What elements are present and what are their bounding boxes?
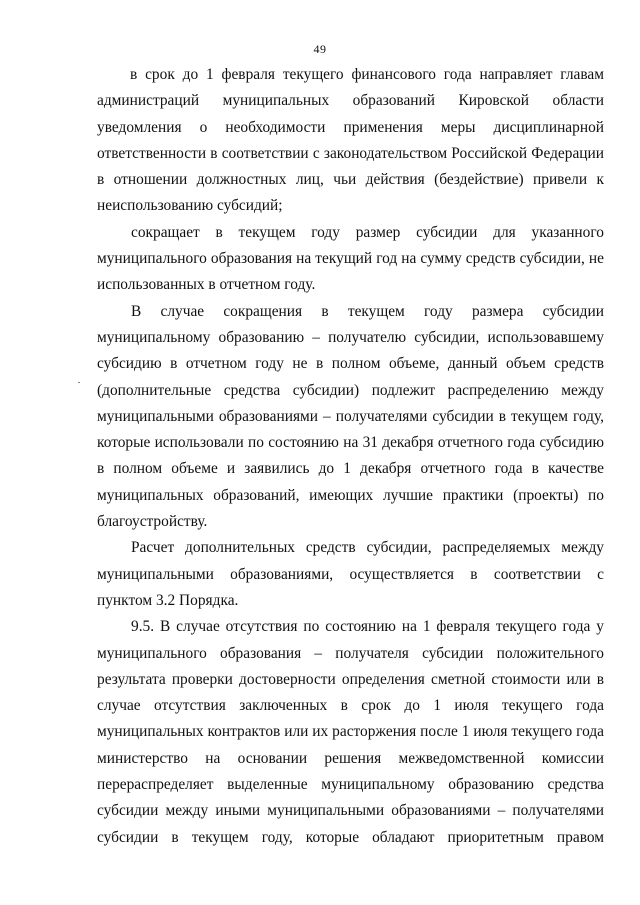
text-line: (дополнительные средства субсидии) подлежит распределению между bbox=[97, 381, 604, 399]
text-line: 9.5. В случае отсутствия по состоянию на 1 февраля текущего года у bbox=[131, 618, 604, 636]
text-line: неиспользованию субсидий; bbox=[97, 197, 283, 215]
text-line: которые использовали по состоянию на 31 декабря отчетного года субсидию bbox=[97, 434, 604, 452]
text-line: администраций муниципальных образований Кировской области bbox=[97, 92, 604, 110]
scan-speck bbox=[78, 382, 80, 383]
document-body bbox=[97, 62, 604, 851]
text-line: в отношении должностных лиц, чьи действия (бездействие) привели к bbox=[97, 171, 604, 189]
text-line: муниципальному образованию – получателю субсидии, использовавшему bbox=[97, 328, 604, 346]
paragraph bbox=[97, 88, 604, 219]
page-number: 49 bbox=[313, 42, 327, 56]
text-line: Расчет дополнительных средств субсидии, распределяемых между bbox=[131, 539, 604, 557]
text-line: муниципальных образований, имеющих лучшие практики (проекты) по bbox=[97, 486, 604, 504]
paragraph bbox=[97, 614, 604, 851]
text-line: муниципальными образованиями – получателями субсидии в текущем году, bbox=[97, 407, 604, 425]
text-line: в срок до 1 февраля текущего финансового года направляет главам bbox=[130, 66, 604, 83]
text-line: благоустройству. bbox=[97, 513, 208, 531]
text-line: муниципального образования – получателя субсидии положительного bbox=[97, 644, 604, 662]
text-line: субсидию в отчетном году не в полном объеме, данный объем средств bbox=[97, 355, 604, 373]
text-line: В случае сокращения в текущем году размера субсидии bbox=[131, 302, 604, 320]
paragraph bbox=[97, 62, 604, 88]
text-line: результата проверки достоверности определения сметной стоимости или в bbox=[97, 670, 604, 688]
text-line: субсидии в текущем году, которые обладают приоритетным правом bbox=[97, 828, 604, 846]
text-line: сокращает в текущем году размер субсидии для указанного bbox=[131, 223, 604, 241]
text-line: муниципальными образованиями, осуществляется в соответствии с bbox=[97, 565, 604, 583]
text-line: случае отсутствия заключенных в срок до 1 июля текущего года bbox=[97, 697, 604, 715]
text-line: субсидии между иными муниципальными образованиями – получателями bbox=[97, 802, 604, 820]
text-line: министерство на основании решения межведомственной комиссии bbox=[97, 749, 604, 767]
text-line: использованных в отчетном году. bbox=[97, 276, 316, 294]
paragraph bbox=[97, 220, 604, 299]
paragraph bbox=[97, 535, 604, 614]
text-line: ответственности в соответствии с законодательством Российской Федерации bbox=[97, 144, 604, 162]
text-line: муниципального образования на текущий год на сумму средств субсидии, не bbox=[97, 250, 604, 268]
text-line: муниципальных контрактов или их расторжения после 1 июля текущего года bbox=[97, 723, 604, 741]
text-line: в полном объеме и заявились до 1 декабря отчетного года в качестве bbox=[97, 460, 604, 478]
text-line: пунктом 3.2 Порядка. bbox=[97, 591, 239, 609]
text-line: перераспределяет выделенные муниципальному образованию средства bbox=[97, 776, 604, 794]
paragraph bbox=[97, 299, 604, 536]
text-line: уведомления о необходимости применения меры дисциплинарной bbox=[97, 118, 604, 136]
